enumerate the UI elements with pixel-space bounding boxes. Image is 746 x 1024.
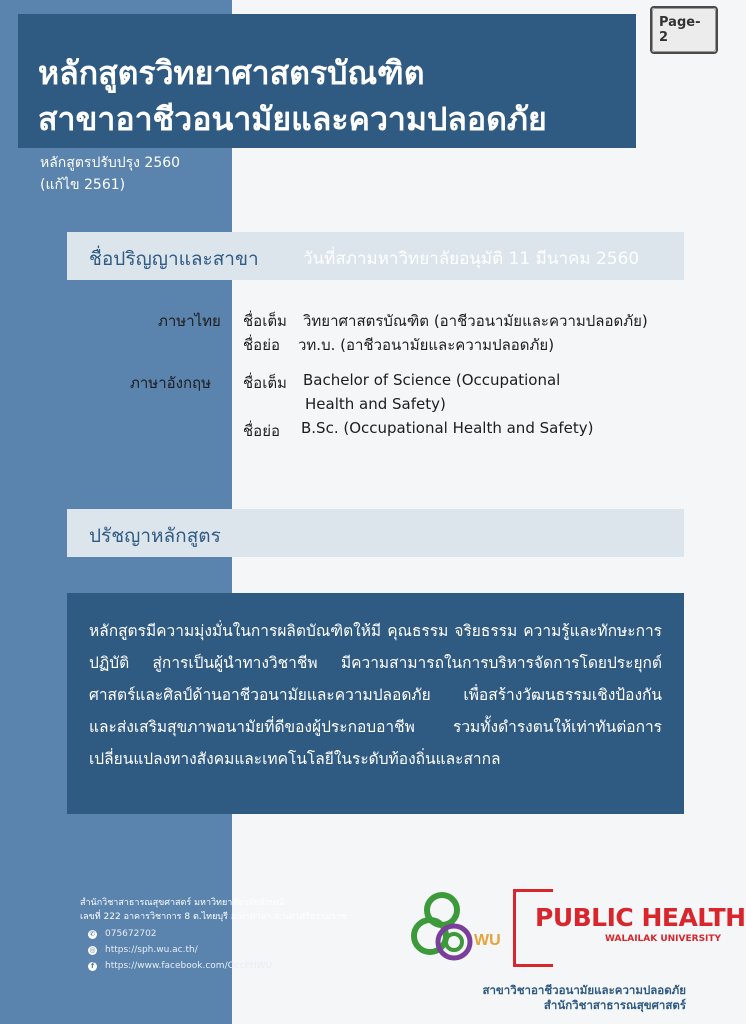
phone-number: 075672702 bbox=[105, 929, 157, 939]
title-banner bbox=[18, 14, 636, 148]
website-link[interactable]: https://sph.wu.ac.th/ bbox=[105, 945, 198, 955]
philosophy-section-header bbox=[67, 509, 684, 557]
public-health-title: PUBLIC HEALTH bbox=[535, 903, 746, 932]
page-number-label: Page-2 bbox=[652, 8, 716, 52]
ohs-logo-text: WU bbox=[474, 932, 501, 949]
english-full-name-line1: Bachelor of Science (Occupational bbox=[303, 371, 561, 389]
department-footer bbox=[482, 983, 686, 1013]
globe-icon: ◎ bbox=[89, 945, 96, 954]
page-title-line2: สาขาอาชีวอนามัยและความปลอดภัย bbox=[38, 100, 547, 138]
philosophy-text: หลักสูตรมีความมุ่งมั่นในการผลิตบัณฑิตให้มี คุณธรรม จริยธรรม ความรู้และทักษะการปฏิบัติ สู่การเป็นผู้นำทางวิชาชีพ มีความสามารถในการบริหารจัดการโดยประยุกต์ศาสตร์และศิลป์ด้านอาชีวอนามัยและความปลอดภัย เพื่อสร้างวัฒนธรรมเชิงป้องกัน และส่งเสริมสุขภาพอนามัยที่ดีของผู้ประกอบอาชีพ รวมทั้งดำรงตนให้เท่าทันต่อการเปลี่ยนแปลงทางสังคมและเทคโนโลยีในระดับท้องถิ่นและสากล bbox=[89, 622, 662, 768]
facebook-row[interactable] bbox=[88, 961, 272, 971]
english-abbr-label: ชื่อย่อ bbox=[243, 422, 280, 440]
thai-abbr-label: ชื่อย่อ bbox=[243, 336, 280, 354]
thai-full-label: ชื่อเต็ม bbox=[243, 312, 287, 330]
degree-section-header bbox=[67, 232, 684, 280]
facebook-link[interactable]: https://www.facebook.com/OccPHWU bbox=[105, 961, 273, 971]
website-row[interactable] bbox=[88, 945, 198, 955]
curriculum-note bbox=[40, 152, 180, 196]
phone-row bbox=[88, 929, 157, 939]
curriculum-amendment: (แก้ไข 2561) bbox=[40, 177, 126, 193]
english-full-name-line2: Health and Safety) bbox=[305, 395, 446, 413]
english-full-label: ชื่อเต็ม bbox=[243, 374, 287, 392]
public-health-logo bbox=[513, 889, 746, 967]
thai-abbr-name: วท.บ. (อาชีวอนามัยและความปลอดภัย) bbox=[298, 336, 555, 354]
school-name: สำนักวิชาสาธารณสุขศาสตร์ bbox=[543, 998, 686, 1012]
facebook-icon: f bbox=[88, 962, 97, 971]
thai-full-name: วิทยาศาสตรบัณฑิต (อาชีวอนามัยและความปลอดภัย) bbox=[303, 312, 648, 330]
walailak-university-label: WALAILAK UNIVERSITY bbox=[605, 934, 722, 944]
english-abbr-name: B.Sc. (Occupational Health and Safety) bbox=[301, 419, 594, 437]
department-name: สาขาวิชาอาชีวอนามัยและความปลอดภัย bbox=[482, 983, 686, 997]
approval-date: วันที่สภามหาวิทยาลัยอนุมัติ 11 มีนาคม 2560 bbox=[303, 249, 640, 269]
org-name: สำนักวิชาสาธารณสุขศาสตร์ มหาวิทยาลัยวลัยลักษณ์ bbox=[80, 898, 285, 908]
degree-section-title: ชื่อปริญญาและสาขา bbox=[89, 248, 259, 270]
thai-language-label: ภาษาไทย bbox=[158, 312, 221, 330]
ohs-wu-logo bbox=[410, 890, 502, 970]
ohs-logo-mark bbox=[410, 890, 502, 970]
phone-icon: ✆ bbox=[89, 929, 96, 938]
org-address: เลขที่ 222 อาคารวิชาการ 8 ต.ไทยบุรี อ.ท่าศาลา จ.นครศรีธรรมราช bbox=[80, 912, 348, 922]
philosophy-section-title: ปรัชญาหลักสูตร bbox=[89, 525, 221, 547]
english-language-label: ภาษาอังกฤษ bbox=[130, 374, 212, 392]
page-title-line1: หลักสูตรวิทยาศาสตรบัณฑิต bbox=[38, 54, 425, 92]
philosophy-text-box bbox=[67, 593, 684, 814]
page-number-tag bbox=[650, 6, 718, 54]
curriculum-revision: หลักสูตรปรับปรุง 2560 bbox=[40, 155, 181, 171]
